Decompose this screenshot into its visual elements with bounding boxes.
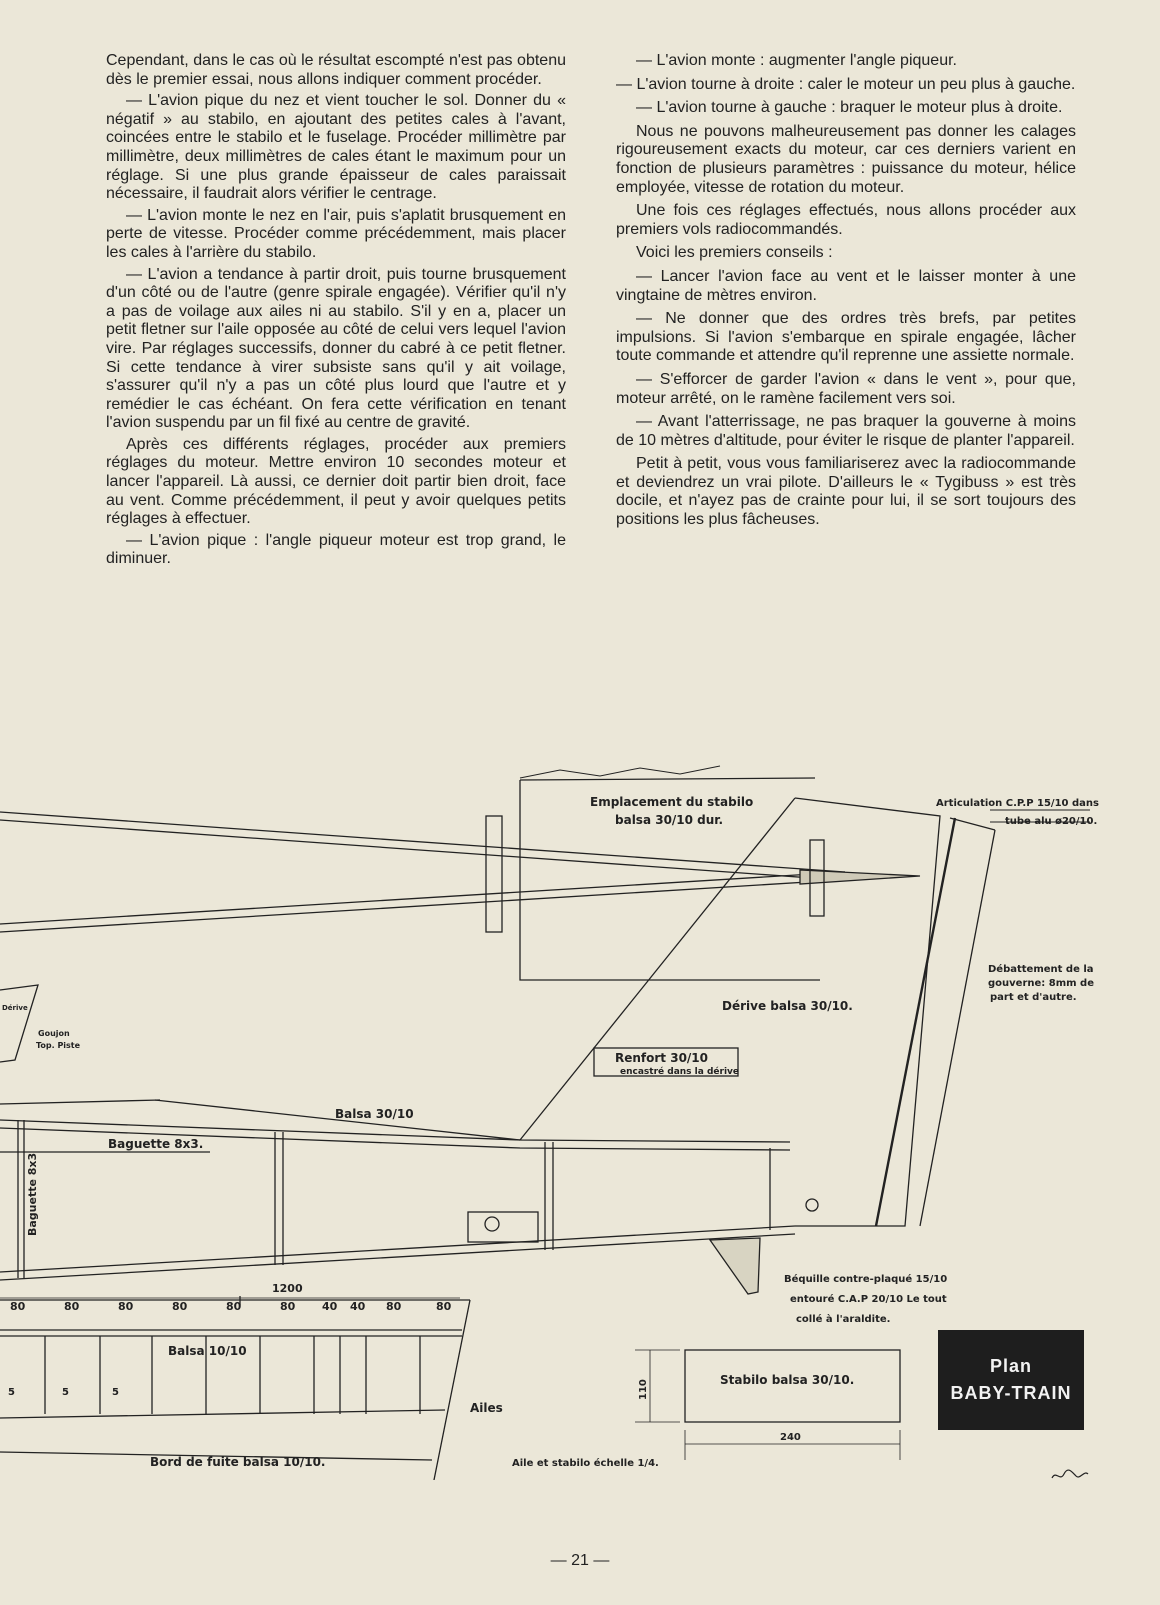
- label-tail-skid: collé à l'araldite.: [796, 1314, 891, 1325]
- rib-spacing: 80: [436, 1300, 452, 1313]
- paragraph: — L'avion a tendance à partir droit, puis tourne brusquement d'un côté ou de l'autre (genre spirale engagée). Vérifier qu'il n'y a pas de voilage aux ailes ni au stabilo. S'il y en a, placer un petit fletner sur l'aile opposée au côté de celui vers lequel l'avion vire. Par réglages successifs, donner du cabré à ce petit fletner. Si cette tendance à virer subsiste sans qu'il y ait voilage, s'assurer qu'il n'y a pas un côté plus lourd que l'autre et y remédier le cas échéant. On fera cette vérification en tenant l'avion suspendu par un fil fixé au centre de gravité.: [106, 265, 566, 432]
- label-strip-vertical: Baguette 8x3: [26, 1152, 39, 1236]
- label-stabilo-location-material: balsa 30/10 dur.: [615, 813, 724, 827]
- stabilo-width: 240: [780, 1432, 801, 1443]
- rib-spacing: 80: [280, 1300, 296, 1313]
- paragraph: — Lancer l'avion face au vent et le laisser monter à une vingtaine de mètres environ.: [616, 267, 1076, 304]
- paragraph: — Avant l'atterrissage, ne pas braquer la gouverne à moins de 10 mètres d'altitude, pour éviter le risque de planter l'appareil.: [616, 413, 1076, 449]
- fuselage-top-longeron: [0, 812, 920, 932]
- label-gusset: Top. Piste: [36, 1041, 81, 1050]
- rib-mark: 5: [8, 1387, 15, 1398]
- paragraph: Petit à petit, vous vous familiariserez avec la radiocommande et deviendrez un vrai pilote. D'ailleurs le « Tygibuss » est très docile, et n'ayez pas de crainte pour lui, il se sort toujours des positions les plus fâcheuses.: [616, 455, 1076, 529]
- paragraph: Cependant, dans le cas où le résultat escompté n'est pas obtenu dès le premier essai, nous allons indiquer comment procéder.: [106, 52, 566, 88]
- label-rudder-travel: gouverne: 8mm de: [988, 978, 1094, 989]
- label-wing-balsa: Balsa 10/10: [168, 1344, 247, 1358]
- rib-spacing: 40: [322, 1300, 338, 1313]
- label-balsa-side: Balsa 30/10: [335, 1107, 414, 1121]
- tail-skid: [710, 1238, 760, 1294]
- rib-spacing: 80: [386, 1300, 402, 1313]
- article-left-column: [106, 52, 566, 572]
- label-tail-skid: entouré C.A.P 20/10 Le tout: [790, 1294, 947, 1305]
- label-reinforcement-detail: encastré dans la dérive: [620, 1067, 739, 1077]
- label-strip-horizontal: Baguette 8x3.: [108, 1137, 204, 1151]
- label-scale-note: Aile et stabilo échelle 1/4.: [512, 1458, 659, 1469]
- wing-plan: [0, 1296, 470, 1480]
- rib-spacing: 80: [118, 1300, 134, 1313]
- rib-mark: 5: [112, 1387, 119, 1398]
- wing-span-total: 1200: [272, 1282, 303, 1295]
- paragraph: — S'efforcer de garder l'avion « dans le vent », pour que, moteur arrêté, on le ramène facilement vers soi.: [616, 370, 1076, 407]
- rib-spacing: 40: [350, 1300, 366, 1313]
- plan-box-line2: BABY-TRAIN: [950, 1383, 1072, 1403]
- rib-spacing: 80: [10, 1300, 26, 1313]
- paragraph: Voici les premiers conseils :: [636, 244, 833, 262]
- label-tail-skid: Béquille contre-plaqué 15/10: [784, 1274, 948, 1285]
- label-hinge: Articulation C.P.P 15/10 dans: [936, 798, 1099, 809]
- label-small-fin: Dérive: [2, 1004, 28, 1012]
- fuselage-box: [0, 1100, 818, 1280]
- label-stabilo-plan: Stabilo balsa 30/10.: [720, 1373, 855, 1387]
- page-number: — 21 —: [550, 1552, 610, 1569]
- plan-box-line1: Plan: [989, 1356, 1032, 1376]
- small-fin-detail: [0, 985, 38, 1062]
- label-stabilo-location: Emplacement du stabilo: [590, 795, 754, 809]
- label-rudder-travel: Débattement de la: [988, 964, 1094, 975]
- rib-spacing: 80: [64, 1300, 80, 1313]
- rib-spacing: 80: [226, 1300, 242, 1313]
- label-reinforcement: Renfort 30/10: [615, 1051, 708, 1065]
- label-gusset: Goujon: [38, 1029, 70, 1038]
- stabilo-plan: [635, 1350, 900, 1460]
- label-trailing-edge: Bord de fuite balsa 10/10.: [150, 1455, 326, 1469]
- paragraph: — L'avion monte le nez en l'air, puis s'aplatit brusquement en perte de vitesse. Procéder comme précédemment, mais placer les cales à l'arrière du stabilo.: [106, 206, 566, 261]
- paragraph: — L'avion pique du nez et vient toucher le sol. Donner du « négatif » au stabilo, en ajoutant des petites cales à l'avant, coincées entre le stabilo et le fuselage. Procéder millimètre par millimètre, deux millimètres de cales étant le maximum pour un réglage. Si une plus grande épaisseur de cales paraissait nécessaire, il faudrait alors vérifier le centrage.: [106, 92, 566, 203]
- paragraph: — L'avion tourne à droite : caler le moteur un peu plus à gauche.: [616, 75, 1076, 93]
- paragraph: — L'avion pique : l'angle piqueur moteur est trop grand, le diminuer.: [106, 531, 566, 568]
- rib-spacing: 80: [172, 1300, 188, 1313]
- stabilo-height: 110: [638, 1379, 649, 1400]
- label-fin: Dérive balsa 30/10.: [722, 999, 853, 1013]
- paragraph: Nous ne pouvons malheureusement pas donner les calages rigoureusement exacts du moteur, car ces derniers varient en fonction de plusieurs paramètres : puissance du moteur, hélice employée, vitesse de rotation du moteur.: [616, 122, 1076, 196]
- paragraph: — Ne donner que des ordres très brefs, par petites impulsions. Si l'avion s'embarque en spirale engagée, lâcher toute commande et attendre qu'il reprenne une assiette normale.: [616, 310, 1076, 365]
- signature-icon: [1050, 1468, 1090, 1482]
- paragraph: Après ces différents réglages, procéder aux premiers réglages du moteur. Mettre environ 10 secondes moteur et lancer l'appareil. Là aussi, ce dernier doit partir bien droit, face au vent. Comme précédemment, il peut y avoir quelques petits réglages à effectuer.: [106, 435, 566, 528]
- rib-mark: 5: [62, 1387, 69, 1398]
- label-hinge-tube: tube alu ø20/10.: [1005, 816, 1098, 827]
- article-right-column: [616, 52, 1076, 535]
- paragraph: Une fois ces réglages effectués, nous allons procéder aux premiers vols radiocommandés.: [616, 202, 1076, 238]
- paragraph: — L'avion tourne à gauche : braquer le moteur plus à droite.: [636, 99, 1063, 117]
- label-wings: Ailes: [470, 1401, 503, 1415]
- plan-title-box: [938, 1330, 1084, 1430]
- label-rudder-travel: part et d'autre.: [990, 992, 1077, 1003]
- paragraph: — L'avion monte : augmenter l'angle piqueur.: [636, 52, 957, 69]
